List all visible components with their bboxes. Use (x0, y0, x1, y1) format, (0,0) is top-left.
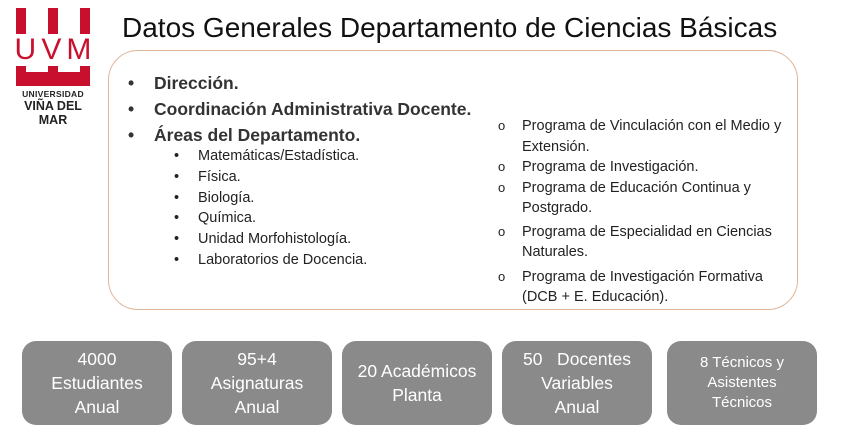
area-item: • Matemáticas/Estadística. (174, 146, 367, 167)
area-item: • Biología. (174, 188, 367, 209)
list-item-direccion: • Dirección. (128, 70, 471, 96)
list-item-coordinacion: • Coordinación Administrativa Docente. (128, 96, 471, 122)
stat-line: 4000 (77, 349, 117, 369)
programs-list (498, 116, 798, 308)
stat-card-students (22, 341, 172, 425)
area-item: • Unidad Morfohistología. (174, 229, 367, 250)
stat-line: Asignaturas (210, 373, 304, 393)
logo-letter-m: M (66, 33, 92, 66)
logo-university-label: UNIVERSIDAD (22, 89, 84, 99)
stat-line: 20 Académicos (357, 361, 477, 381)
stat-line: Asistentes (707, 374, 777, 391)
stat-card-academics (342, 341, 492, 425)
list-item-areas: • Áreas del Departamento. (128, 122, 471, 148)
program-item: o Programa de Especialidad en Ciencias Naturales. (498, 222, 798, 263)
logo-letter-u: U (14, 33, 37, 66)
stat-card-technicians (667, 341, 817, 425)
stat-line: Anual (234, 397, 280, 417)
area-item: • Química. (174, 208, 367, 229)
areas-list (174, 146, 367, 271)
logo-letter-v: V (41, 33, 62, 66)
stat-line: Anual (74, 397, 120, 417)
stat-line: Variables (541, 373, 613, 393)
stat-line: 95+4 (237, 349, 277, 369)
stat-line: Anual (554, 397, 600, 417)
stat-line: 8 Técnicos y (700, 354, 784, 371)
logo-letters (12, 34, 94, 66)
program-item: o Programa de Investigación. (498, 157, 798, 178)
stat-line: Estudiantes (51, 373, 143, 393)
stat-line: Planta (392, 385, 442, 405)
logo-bar (16, 72, 90, 86)
uvm-logo-mark (12, 8, 94, 86)
stat-card-teachers (502, 341, 652, 425)
program-item: o Programa de Vinculación con el Medio y Extensión. (498, 116, 798, 157)
main-items-list (128, 70, 471, 148)
logo-city-label: VIÑA DEL MAR (24, 99, 82, 127)
area-item: • Laboratorios de Docencia. (174, 250, 367, 271)
area-item: • Física. (174, 167, 367, 188)
stat-line: 50 Docentes (523, 349, 631, 369)
program-item: o Programa de Investigación Formativa (DCB + E. Educación). (498, 267, 798, 308)
program-item: o Programa de Educación Continua y Postgrado. (498, 178, 798, 219)
page-title: Datos Generales Departamento de Ciencias Básicas (122, 12, 778, 43)
uvm-logo (10, 8, 96, 127)
stat-line: Técnicos (711, 394, 773, 411)
stat-card-subjects (182, 341, 332, 425)
